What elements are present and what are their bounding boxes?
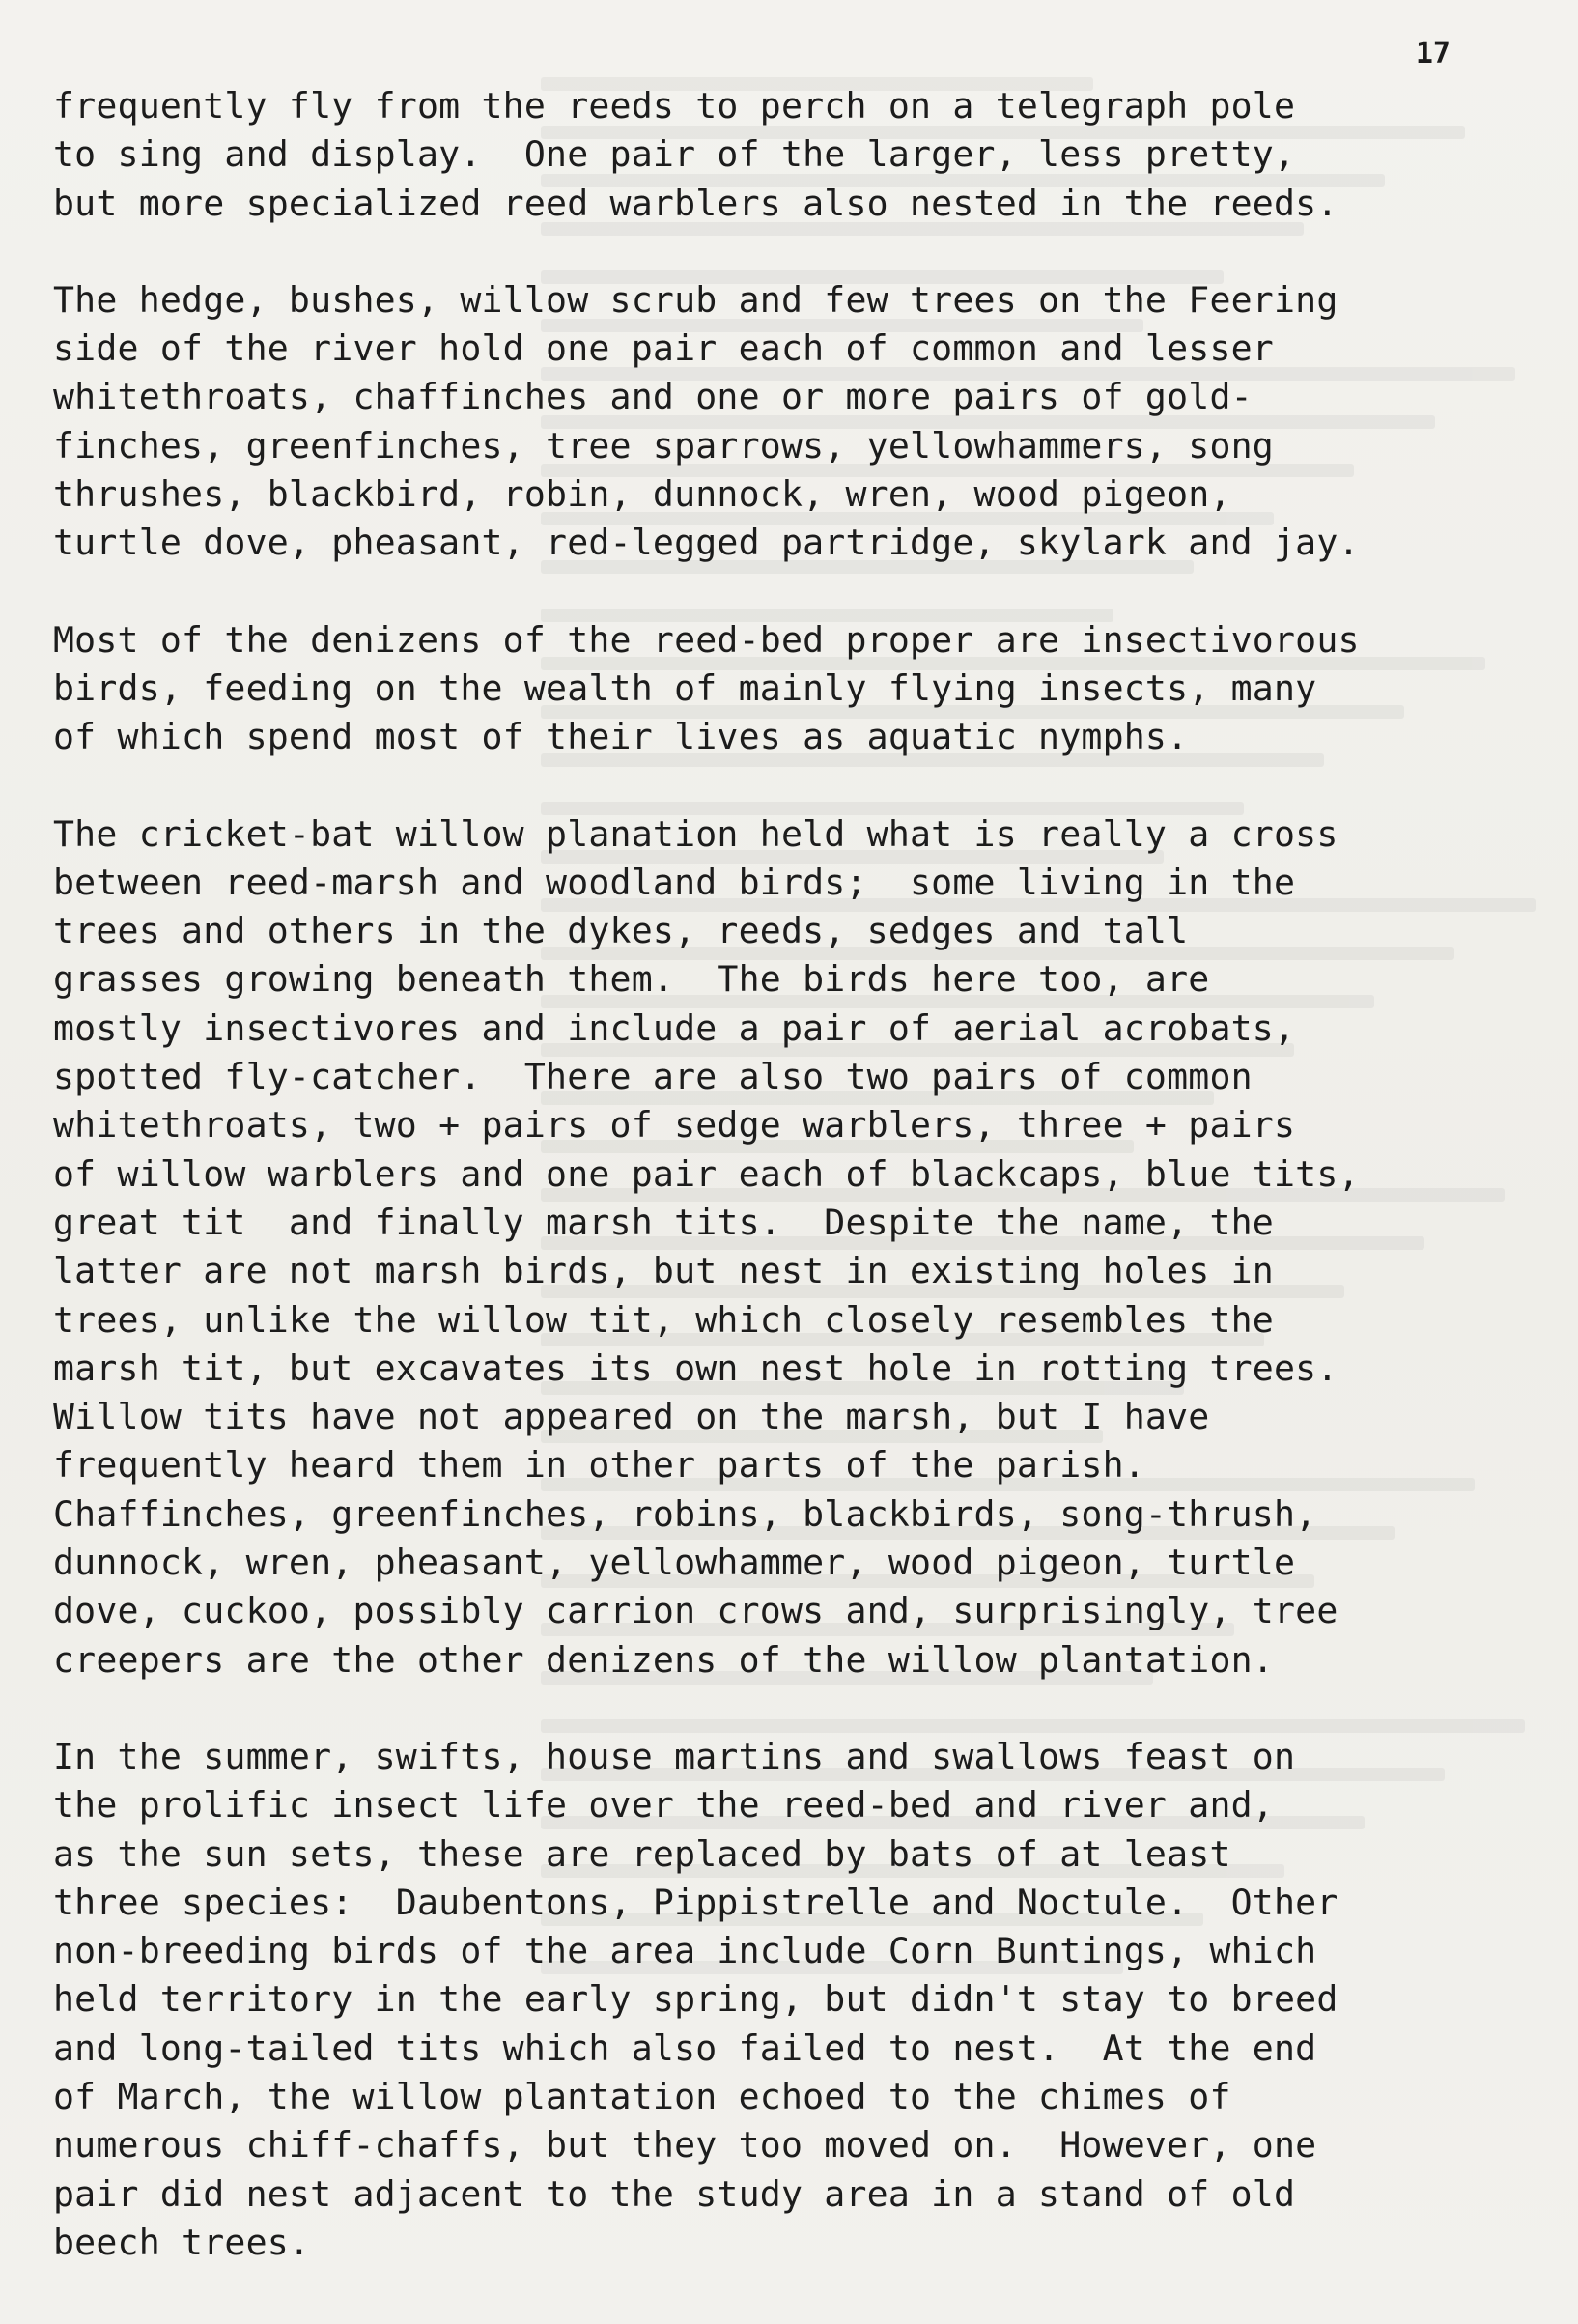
- body-text: [53, 82, 1560, 2315]
- paragraph: [53, 276, 1560, 568]
- text-line: The cricket-bat willow planation held what is really a cross: [53, 812, 1338, 855]
- text-line: side of the river hold one pair each of common and lesser: [53, 327, 1274, 370]
- text-line: The hedge, bushes, willow scrub and few trees on the Feering: [53, 278, 1338, 321]
- text-line: Willow tits have not appeared on the marsh, but I have: [53, 1396, 1210, 1438]
- text-line: held territory in the early spring, but didn't stay to breed: [53, 1978, 1338, 2021]
- text-line: thrushes, blackbird, robin, dunnock, wren, wood pigeon,: [53, 473, 1231, 516]
- text-line: In the summer, swifts, house martins and swallows feast on: [53, 1735, 1296, 1777]
- text-line: dunnock, wren, pheasant, yellowhammer, wood pigeon, turtle: [53, 1542, 1296, 1584]
- text-line: turtle dove, pheasant, red-legged partridge, skylark and jay.: [53, 522, 1360, 564]
- text-line: whitethroats, two + pairs of sedge warblers, three + pairs: [53, 1104, 1296, 1147]
- text-line: of which spend most of their lives as aquatic nymphs.: [53, 716, 1189, 758]
- text-line: grasses growing beneath them. The birds here too, are: [53, 958, 1210, 1001]
- text-line: three species: Daubentons, Pippistrelle and Noctule. Other: [53, 1881, 1338, 1923]
- text-line: frequently fly from the reeds to perch on a telegraph pole: [53, 85, 1296, 127]
- paragraph: [53, 810, 1560, 1685]
- text-line: between reed-marsh and woodland birds; some living in the: [53, 861, 1296, 903]
- page-number: 17: [1415, 37, 1451, 71]
- text-line: and long-tailed tits which also failed to nest. At the end: [53, 2026, 1317, 2069]
- text-line: the prolific insect life over the reed-bed and river and,: [53, 1784, 1274, 1827]
- text-line: birds, feeding on the wealth of mainly flying insects, many: [53, 666, 1317, 709]
- text-line: pair did nest adjacent to the study area in a stand of old: [53, 2172, 1296, 2215]
- text-line: to sing and display. One pair of the larger, less pretty,: [53, 133, 1296, 176]
- text-line: Chaffinches, greenfinches, robins, blackbirds, song-thrush,: [53, 1492, 1317, 1535]
- text-line: marsh tit, but excavates its own nest hole in rotting trees.: [53, 1346, 1338, 1389]
- text-line: dove, cuckoo, possibly carrion crows and, surprisingly, tree: [53, 1590, 1338, 1632]
- text-line: of March, the willow plantation echoed to the chimes of: [53, 2075, 1231, 2117]
- text-line: latter are not marsh birds, but nest in existing holes in: [53, 1250, 1274, 1292]
- text-line: trees, unlike the willow tit, which closely resembles the: [53, 1298, 1274, 1341]
- text-line: beech trees.: [53, 2221, 311, 2263]
- text-line: whitethroats, chaffinches and one or more pairs of gold-: [53, 376, 1253, 418]
- text-line: numerous chiff-chaffs, but they too moved on. However, one: [53, 2124, 1317, 2167]
- text-line: mostly insectivores and include a pair of aerial acrobats,: [53, 1006, 1296, 1049]
- paragraph: [53, 1733, 1560, 2267]
- text-line: non-breeding birds of the area include Corn Buntings, which: [53, 1930, 1317, 1972]
- text-line: as the sun sets, these are replaced by bats of at least: [53, 1832, 1231, 1875]
- text-line: Most of the denizens of the reed-bed proper are insectivorous: [53, 618, 1360, 661]
- text-line: great tit and finally marsh tits. Despite the name, the: [53, 1201, 1274, 1243]
- text-line: trees and others in the dykes, reeds, sedges and tall: [53, 910, 1189, 952]
- text-line: but more specialized reed warblers also nested in the reeds.: [53, 182, 1338, 224]
- paragraph: [53, 616, 1560, 762]
- text-line: spotted fly-catcher. There are also two pairs of common: [53, 1056, 1253, 1098]
- text-line: creepers are the other denizens of the willow plantation.: [53, 1638, 1274, 1681]
- text-line: of willow warblers and one pair each of blackcaps, blue tits,: [53, 1152, 1360, 1195]
- text-line: frequently heard them in other parts of the parish.: [53, 1444, 1145, 1487]
- paragraph: [53, 82, 1560, 228]
- text-line: finches, greenfinches, tree sparrows, yellowhammers, song: [53, 424, 1274, 467]
